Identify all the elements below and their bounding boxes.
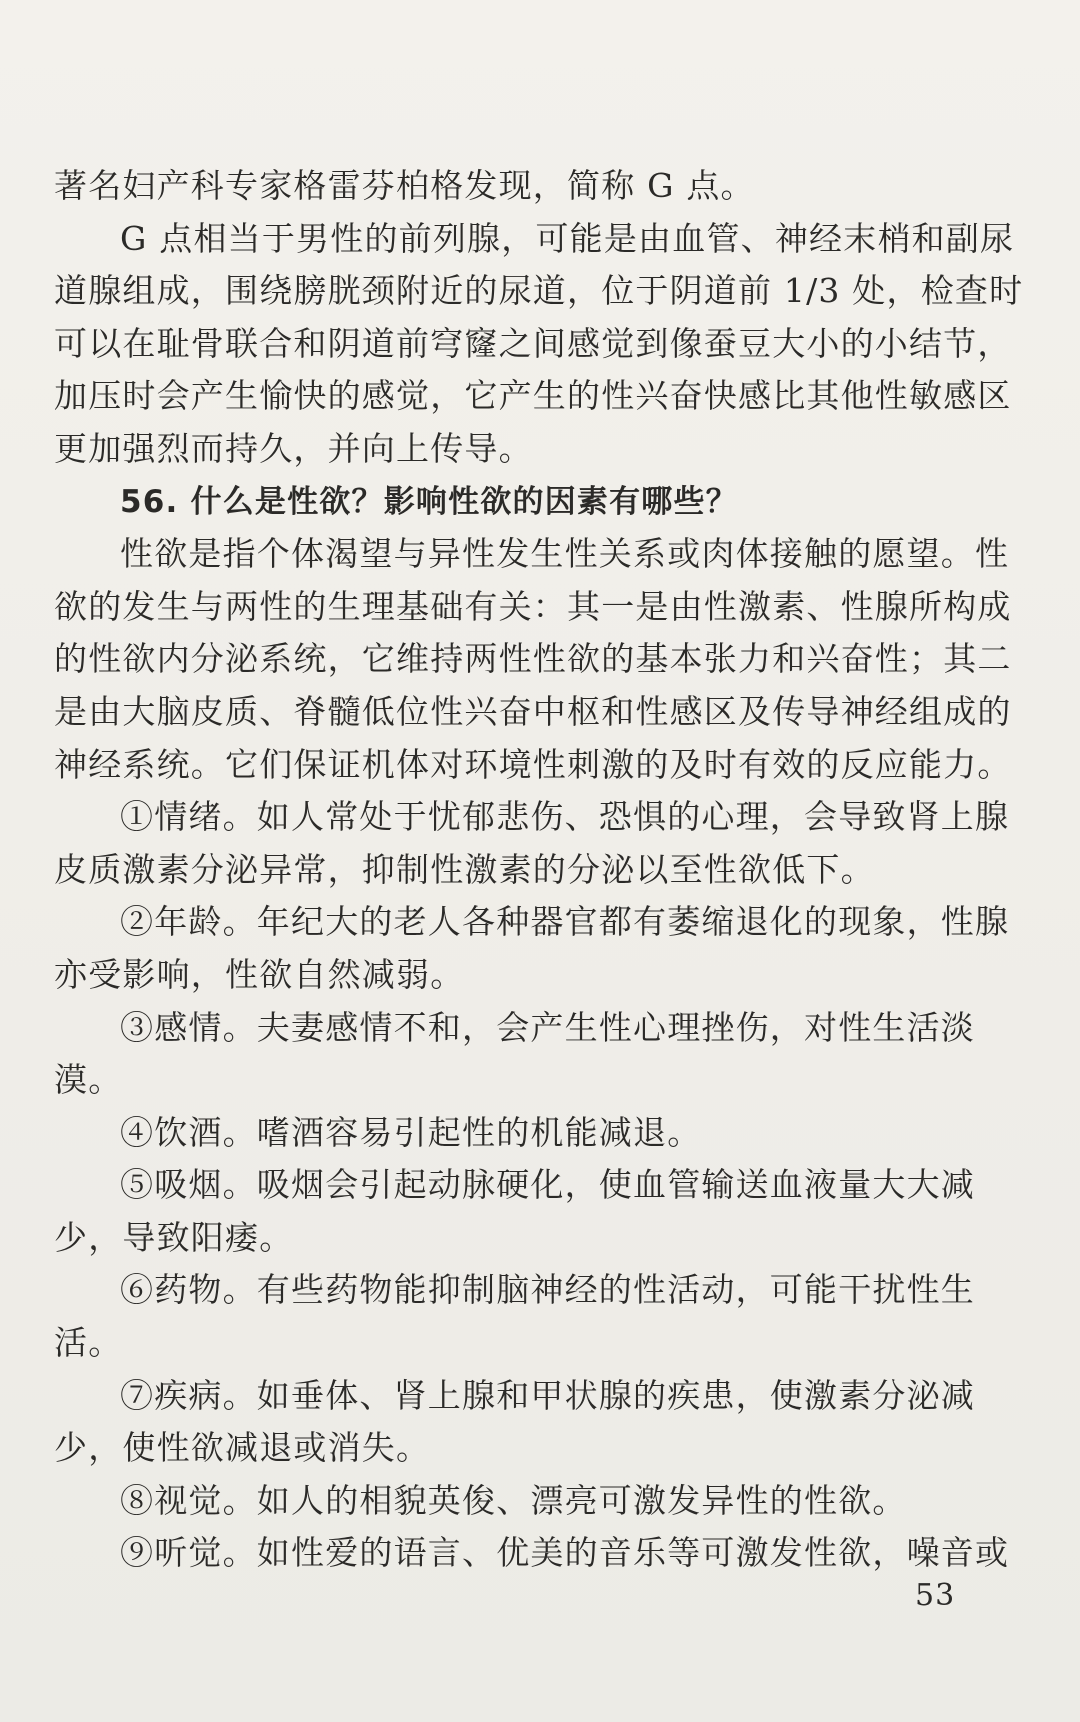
list-item-line: ③感情。夫妻感情不和，会产生性心理挫伤，对性生活淡 [120, 1007, 975, 1047]
paragraph-line: 更加强烈而持久，并向上传导。 [54, 428, 533, 468]
list-item-line: ⑨听觉。如性爱的语言、优美的音乐等可激发性欲，噪音或 [120, 1533, 1010, 1573]
paragraph-line: 的性欲内分泌系统，它维持两性性欲的基本张力和兴奋性；其二 [54, 639, 1012, 679]
section-heading: 56. 什么是性欲？影响性欲的因素有哪些？ [120, 483, 738, 520]
body-text [54, 160, 1024, 1580]
list-item-line: ②年龄。年纪大的老人各种器官都有萎缩退化的现象，性腺 [120, 902, 1010, 942]
list-item-line: 少，导致阳痿。 [54, 1217, 294, 1257]
paragraph-line: 道腺组成，围绕膀胱颈附近的尿道，位于阴道前 1/3 处，检查时 [54, 271, 1024, 311]
list-item-line: ①情绪。如人常处于忧郁悲伤、恐惧的心理，会导致肾上腺 [120, 797, 1010, 837]
list-item-line: ④饮酒。嗜酒容易引起性的机能减退。 [120, 1112, 702, 1152]
page-number: 53 [915, 1578, 956, 1613]
paragraph-line: 加压时会产生愉快的感觉，它产生的性兴奋快感比其他性敏感区 [54, 376, 1012, 416]
list-item-line: ⑤吸烟。吸烟会引起动脉硬化，使血管输送血液量大大减 [120, 1165, 975, 1205]
list-item-line: 活。 [54, 1323, 123, 1363]
list-item-line: 漠。 [54, 1060, 123, 1100]
list-item-line: ⑥药物。有些药物能抑制脑神经的性活动，可能干扰性生 [120, 1270, 975, 1310]
list-item-line: 亦受影响，性欲自然减弱。 [54, 954, 465, 994]
paragraph-line: 是由大脑皮质、脊髓低位性兴奋中枢和性感区及传导神经组成的 [54, 691, 1012, 731]
paragraph-line: 著名妇产科专家格雷芬柏格发现，简称 G 点。 [54, 166, 755, 205]
list-item-line: 少，使性欲减退或消失。 [54, 1428, 431, 1468]
paragraph-line: G 点相当于男性的前列腺，可能是由血管、神经末梢和副尿 [120, 218, 1015, 258]
list-item-line: ⑧视觉。如人的相貌英俊、漂亮可激发异性的性欲。 [120, 1480, 907, 1520]
paragraph-line: 可以在耻骨联合和阴道前穹窿之间感觉到像蚕豆大小的小结节， [54, 323, 1012, 363]
paragraph-line: 神经系统。它们保证机体对环境性刺激的及时有效的反应能力。 [54, 744, 1012, 784]
paragraph-line: 性欲是指个体渴望与异性发生性关系或肉体接触的愿望。性 [120, 534, 1010, 574]
list-item-line: 皮质激素分泌异常，抑制性激素的分泌以至性欲低下。 [54, 849, 875, 889]
list-item-line: ⑦疾病。如垂体、肾上腺和甲状腺的疾患，使激素分泌减 [120, 1375, 975, 1415]
paragraph-line: 欲的发生与两性的生理基础有关：其一是由性激素、性腺所构成 [54, 586, 1012, 626]
